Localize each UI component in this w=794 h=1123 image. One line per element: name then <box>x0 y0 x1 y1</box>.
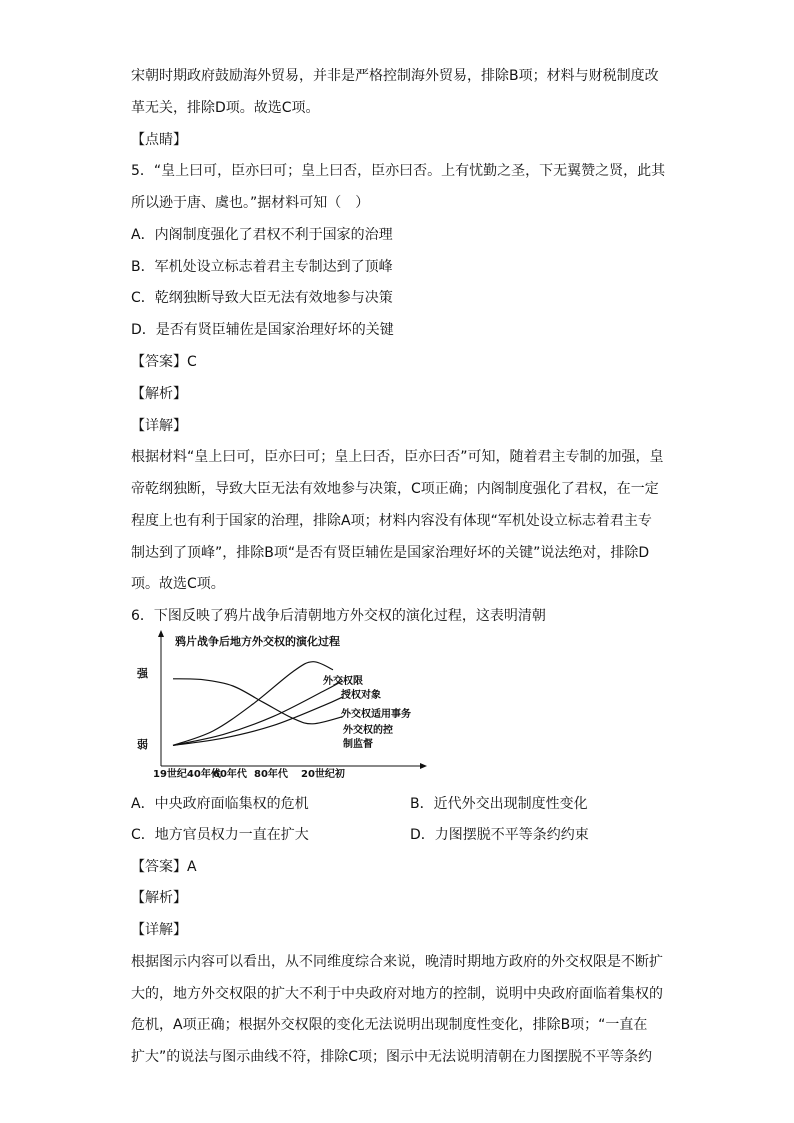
q5-detail-line: 帝乾纲独断，导致大臣无法有效地参与决策，C项正确；内阁制度强化了君权，在一定 <box>131 481 659 497</box>
q6-stem: 6．下图反映了鸦片战争后清朝地方外交权的演化过程，这表明清朝 <box>131 608 546 624</box>
series-line-0 <box>173 662 333 746</box>
y-label-weak: 弱 <box>137 738 148 751</box>
series-layer <box>173 662 343 746</box>
q5-option-c: C．乾纲独断导致大臣无法有效地参与决策 <box>131 290 393 306</box>
q5-option-d: D．是否有贤臣辅佐是国家治理好坏的关键 <box>131 322 394 338</box>
x-tick-label: 19世纪40年代 <box>153 769 221 778</box>
series-line-3 <box>173 679 343 724</box>
curve-label: 外交权的控 <box>343 725 393 736</box>
q6-option-b: B．近代外交出现制度性变化 <box>410 796 588 812</box>
x-axis-arrow <box>420 763 427 769</box>
x-tick-label: 80年代 <box>254 769 288 778</box>
x-tick-labels <box>153 767 345 778</box>
q5-stem-line-1: 5．“皇上曰可，臣亦曰可；皇上曰否，臣亦曰否。上有忧勤之圣，下无翼赞之贤，此其 <box>131 163 666 179</box>
x-tick-label: 60年代 <box>213 769 247 778</box>
q5-option-b: B．军机处设立标志着君主专制达到了顶峰 <box>131 259 393 275</box>
q5-option-a: A．内阁制度强化了君权不利于国家的治理 <box>131 227 393 243</box>
diplomatic-power-chart <box>131 626 431 778</box>
q5-analysis-label: 【解析】 <box>131 386 187 402</box>
chart-title: 鸦片战争后地方外交权的演化过程 <box>175 635 340 648</box>
q5-answer: 【答案】C <box>131 354 197 370</box>
q5-detail-line: 制达到了顶峰”，排除B项“是否有贤臣辅佐是国家治理好坏的关键”说法绝对，排除D <box>131 545 650 561</box>
series-line-2 <box>173 697 343 746</box>
q6-analysis-label: 【解析】 <box>131 890 187 906</box>
q5-stem-line-2: 所以逊于唐、虞也。”据材料可知（ ） <box>131 195 370 211</box>
q6-option-a: A．中央政府面临集权的危机 <box>131 796 309 812</box>
q5-detail-label: 【详解】 <box>131 418 187 434</box>
curve-label: 制监督 <box>343 739 373 750</box>
q5-detail-line: 项。故选C项。 <box>131 576 225 592</box>
q6-detail-label: 【详解】 <box>131 922 187 938</box>
q6-detail-line: 危机，A项正确；根据外交权限的变化无法说明出现制度性变化，排除B项；“一直在 <box>131 1017 648 1033</box>
q6-detail-line: 扩大”的说法与图示曲线不符，排除C项；图示中无法说明清朝在力图摆脱不平等条约 <box>131 1049 653 1065</box>
axes <box>158 630 427 769</box>
q6-answer: 【答案】A <box>131 859 197 875</box>
q5-detail-line: 根据材料“皇上曰可，臣亦曰可；皇上曰否，臣亦曰否”可知，随着君主专制的加强，皇 <box>131 449 664 465</box>
curve-label: 外交权限 <box>323 676 363 687</box>
prev-explanation-line-2: 革无关，排除D项。故选C项。 <box>131 100 320 116</box>
series-line-1 <box>173 681 343 746</box>
q6-option-d: D．力图摆脱不平等条约约束 <box>410 827 589 843</box>
q5-detail-line: 程度上也有利于国家的治理，排除A项；材料内容没有体现“军机处设立标志着君主专 <box>131 513 652 529</box>
prev-explanation-line-1: 宋朝时期政府鼓励海外贸易，并非是严格控制海外贸易，排除B项；材料与财税制度改 <box>131 68 659 84</box>
dianjing-label: 【点睛】 <box>131 132 187 148</box>
curve-label: 外交权适用事务 <box>341 709 411 720</box>
q6-option-c: C．地方官员权力一直在扩大 <box>131 827 309 843</box>
curve-labels <box>323 674 411 750</box>
x-tick-label: 20世纪初 <box>301 769 345 778</box>
q6-detail-line: 根据图示内容可以看出，从不同维度综合来说，晚清时期地方政府的外交权限是不断扩 <box>131 954 663 970</box>
q6-detail-line: 大的，地方外交权限的扩大不利于中央政府对地方的控制，说明中央政府面临着集权的 <box>131 986 663 1002</box>
y-label-strong: 强 <box>137 667 148 680</box>
curve-label: 授权对象 <box>341 690 381 701</box>
y-axis-arrow <box>158 630 164 637</box>
